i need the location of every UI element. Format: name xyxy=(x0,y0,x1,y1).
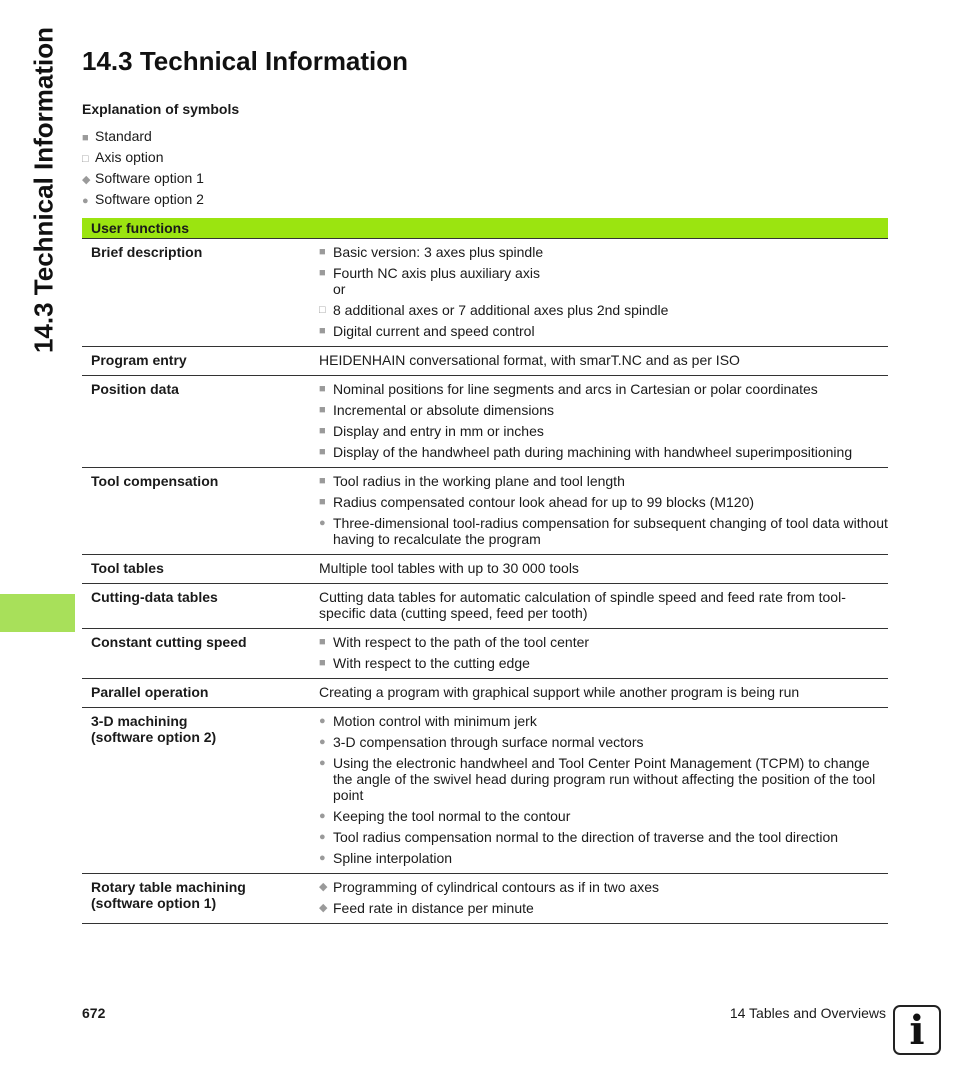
row-list-item-text: Basic version: 3 axes plus spindle xyxy=(333,244,544,260)
diamond-icon: ◆ xyxy=(319,881,328,893)
table-row xyxy=(82,629,888,679)
diamond-icon: ◆ xyxy=(82,174,91,186)
circle-icon: ● xyxy=(319,715,326,727)
row-label xyxy=(82,555,319,584)
row-label-text: Tool compensation xyxy=(91,473,219,489)
row-text: Cutting data tables for automatic calculation of spindle speed and feed rate from tool-specific data (cutting speed, feed per tooth) xyxy=(319,589,846,621)
row-list-item-text: 3-D compensation through surface normal vectors xyxy=(333,734,644,750)
circle-icon: ● xyxy=(319,517,326,529)
row-label xyxy=(82,347,319,376)
table-row xyxy=(82,468,888,555)
row-label-text: Rotary table machining xyxy=(91,879,246,895)
info-icon: i xyxy=(893,1005,941,1055)
blank-icon xyxy=(319,281,333,297)
table-row xyxy=(82,708,888,874)
row-list-item-text: Feed rate in distance per minute xyxy=(333,900,534,916)
symbol-legend-label: Standard xyxy=(95,128,152,144)
square-filled-icon: ■ xyxy=(319,325,326,337)
row-list-item-text: or xyxy=(333,281,346,297)
circle-icon: ● xyxy=(319,736,326,748)
row-list-item xyxy=(319,302,888,318)
row-content xyxy=(319,468,888,555)
row-list-item xyxy=(319,850,888,866)
row-text: HEIDENHAIN conversational format, with smarT.NC and as per ISO xyxy=(319,352,740,368)
square-filled-icon: ■ xyxy=(319,425,326,437)
row-list-item xyxy=(319,713,888,729)
row-list-item-text: Keeping the tool normal to the contour xyxy=(333,808,571,824)
row-label-text: Brief description xyxy=(91,244,203,260)
row-content xyxy=(319,239,888,347)
diamond-icon: ◆ xyxy=(319,902,328,914)
symbol-legend xyxy=(82,101,239,210)
row-content xyxy=(319,347,888,376)
square-filled-icon: ■ xyxy=(319,446,326,458)
row-list-item xyxy=(319,381,888,397)
square-filled-icon: ■ xyxy=(319,496,326,508)
square-outline-icon: □ xyxy=(82,153,89,165)
row-list-item xyxy=(319,473,888,489)
row-list-item-text: Spline interpolation xyxy=(333,850,453,866)
row-list-item xyxy=(319,281,888,297)
user-functions-table xyxy=(82,218,888,924)
row-list-item-text: With respect to the cutting edge xyxy=(333,655,530,671)
square-filled-icon: ■ xyxy=(319,636,326,648)
row-list-item xyxy=(319,755,888,803)
circle-icon: ● xyxy=(319,852,326,864)
row-label xyxy=(82,584,319,629)
circle-icon: ● xyxy=(319,757,326,769)
row-list-item-text: Display and entry in mm or inches xyxy=(333,423,544,439)
row-list-item xyxy=(319,494,888,510)
row-list-item xyxy=(319,655,888,671)
row-list-item-text: Incremental or absolute dimensions xyxy=(333,402,555,418)
chapter-title: 14 Tables and Overviews xyxy=(729,1005,886,1021)
row-content xyxy=(319,679,888,708)
symbol-legend-item xyxy=(82,126,239,147)
row-list-item-text: Using the electronic handwheel and Tool Center Point Management (TCPM) to change the angle of the swivel head during program run without affecting the position of the tool point xyxy=(333,755,876,803)
symbol-legend-item xyxy=(82,168,239,189)
row-content xyxy=(319,376,888,468)
square-filled-icon: ■ xyxy=(319,404,326,416)
vertical-section-title-text: 14.3 Technical Information xyxy=(28,26,59,354)
vertical-section-title xyxy=(28,0,60,380)
symbol-legend-title: Explanation of symbols xyxy=(82,101,240,117)
circle-icon: ● xyxy=(319,831,326,843)
row-label xyxy=(82,708,319,874)
row-content xyxy=(319,584,888,629)
table-header: User functions xyxy=(82,218,888,239)
row-label-text: 3-D machining xyxy=(91,713,188,729)
table-row xyxy=(82,555,888,584)
row-label-subtext: (software option 1) xyxy=(91,895,217,911)
row-text: Creating a program with graphical support while another program is being run xyxy=(319,684,800,700)
row-label-subtext: (software option 2) xyxy=(91,729,217,745)
row-label-text: Tool tables xyxy=(91,560,164,576)
row-list-item xyxy=(319,265,888,281)
row-label xyxy=(82,468,319,555)
table-row xyxy=(82,347,888,376)
row-list-item xyxy=(319,808,888,824)
row-list-item xyxy=(319,879,888,895)
symbol-list xyxy=(82,126,239,210)
row-content xyxy=(319,555,888,584)
table-row xyxy=(82,679,888,708)
row-content xyxy=(319,874,888,924)
table-row xyxy=(82,584,888,629)
row-text: Multiple tool tables with up to 30 000 tools xyxy=(319,560,579,576)
square-filled-icon: ■ xyxy=(319,657,326,669)
table-row xyxy=(82,239,888,347)
symbol-legend-item xyxy=(82,147,239,168)
symbol-legend-label: Axis option xyxy=(95,149,164,165)
row-list-item-text: 8 additional axes or 7 additional axes plus 2nd spindle xyxy=(333,302,669,318)
row-list-item-text: Three-dimensional tool-radius compensation for subsequent changing of tool data without having to recalculate the program xyxy=(333,515,888,547)
square-filled-icon: ■ xyxy=(319,383,326,395)
row-list-item xyxy=(319,244,888,260)
row-label-text: Constant cutting speed xyxy=(91,634,247,650)
page-number: 672 xyxy=(82,1005,106,1021)
row-label xyxy=(82,239,319,347)
symbol-legend-item xyxy=(82,189,239,210)
square-filled-icon: ■ xyxy=(82,132,89,144)
chapter-tab-marker xyxy=(0,594,75,632)
row-list-item-text: Radius compensated contour look ahead for up to 99 blocks (M120) xyxy=(333,494,755,510)
row-label xyxy=(82,629,319,679)
row-list-item xyxy=(319,734,888,750)
row-label-text: Cutting-data tables xyxy=(91,589,218,605)
table-row xyxy=(82,874,888,924)
row-label xyxy=(82,679,319,708)
square-filled-icon: ■ xyxy=(319,246,326,258)
page-title: 14.3 Technical Information xyxy=(82,46,409,76)
row-list-item-text: Tool radius in the working plane and tool length xyxy=(333,473,625,489)
symbol-legend-label: Software option 2 xyxy=(95,191,204,207)
row-list-item-text: Fourth NC axis plus auxiliary axis xyxy=(333,265,540,281)
square-filled-icon: ■ xyxy=(319,475,326,487)
row-list-item xyxy=(319,900,888,916)
row-list-item-text: Motion control with minimum jerk xyxy=(333,713,537,729)
row-list-item xyxy=(319,323,888,339)
table-row xyxy=(82,376,888,468)
row-list-item xyxy=(319,402,888,418)
square-filled-icon: ■ xyxy=(319,267,326,279)
table-header-row xyxy=(82,218,888,239)
row-list-item-text: With respect to the path of the tool center xyxy=(333,634,590,650)
square-outline-icon: □ xyxy=(319,304,326,316)
circle-icon: ● xyxy=(319,810,326,822)
row-list-item xyxy=(319,829,888,845)
row-label-text: Position data xyxy=(91,381,179,397)
row-label xyxy=(82,874,319,924)
row-label-text: Program entry xyxy=(91,352,187,368)
row-list-item-text: Programming of cylindrical contours as if in two axes xyxy=(333,879,660,895)
row-content xyxy=(319,629,888,679)
row-list-item-text: Digital current and speed control xyxy=(333,323,535,339)
row-label-text: Parallel operation xyxy=(91,684,209,700)
row-list-item-text: Display of the handwheel path during machining with handwheel superimpositioning xyxy=(333,444,853,460)
row-list-item xyxy=(319,444,888,460)
row-list-item xyxy=(319,515,888,547)
circle-icon: ● xyxy=(82,195,89,207)
row-content xyxy=(319,708,888,874)
row-list-item xyxy=(319,634,888,650)
row-label xyxy=(82,376,319,468)
row-list-item-text: Tool radius compensation normal to the direction of traverse and the tool direction xyxy=(333,829,839,845)
row-list-item xyxy=(319,423,888,439)
row-list-item-text: Nominal positions for line segments and arcs in Cartesian or polar coordinates xyxy=(333,381,818,397)
symbol-legend-label: Software option 1 xyxy=(95,170,204,186)
